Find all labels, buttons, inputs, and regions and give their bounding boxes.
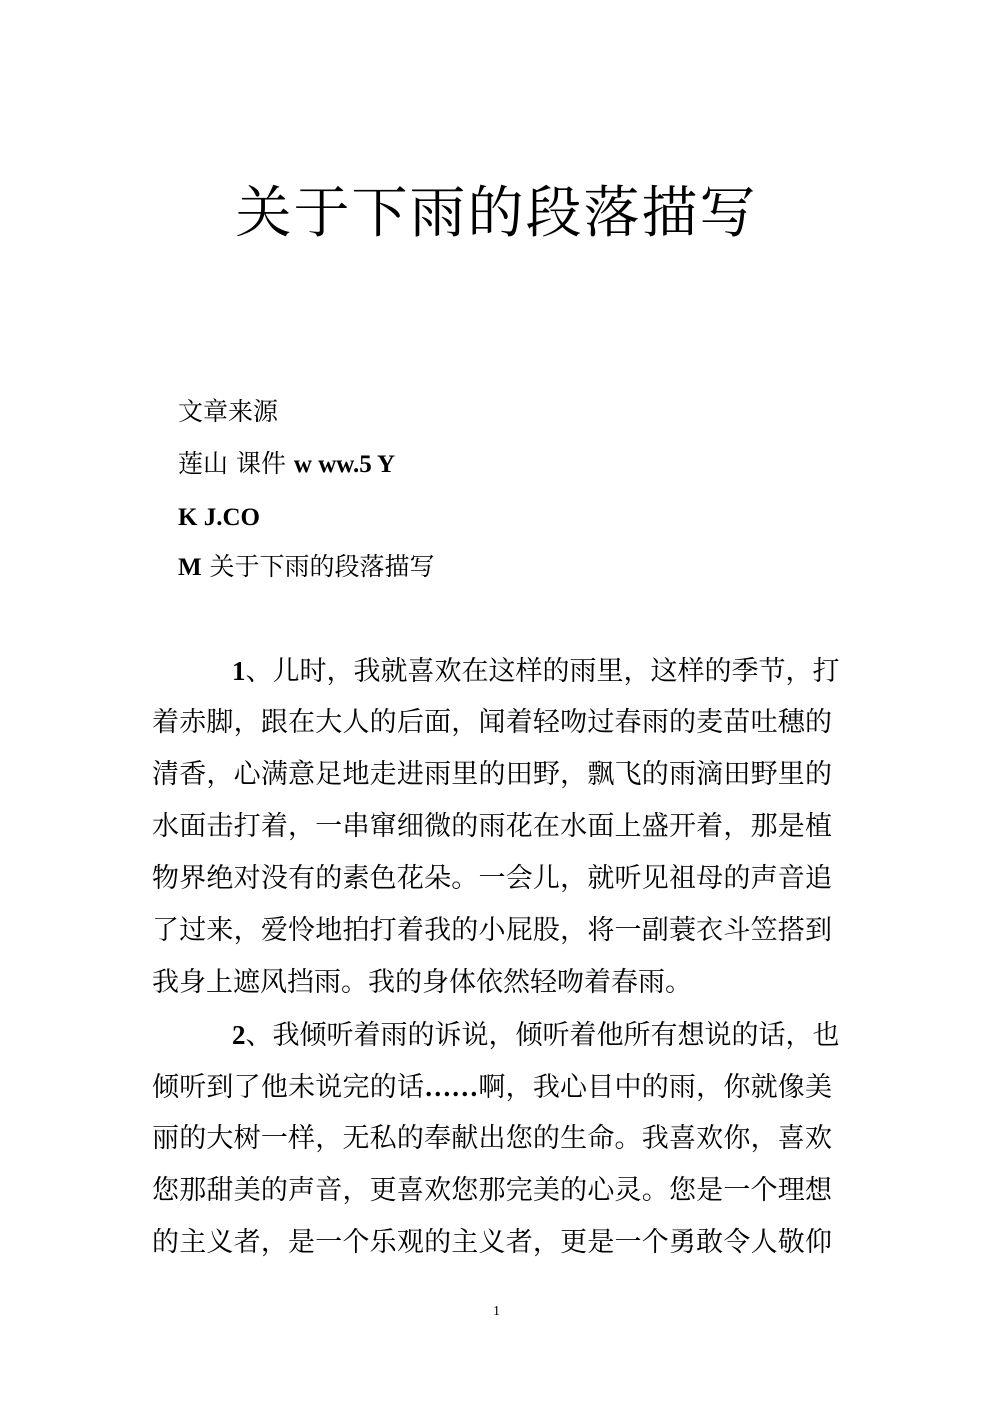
paragraph-2-line-1 (232, 1017, 840, 1054)
source-site-name: 莲山 课件 (178, 449, 294, 478)
paragraph-2-number: 2 (232, 1020, 246, 1050)
source-line-4 (178, 550, 435, 585)
source-url-part-2: K J.CO (178, 504, 260, 531)
paragraph-1-line-1 (232, 653, 840, 690)
paragraph-1-line-6: 了过来，爱怜地拍打着我的小屁股，将一副蓑衣斗笠搭到 (152, 915, 832, 946)
paragraph-2-line-2 (152, 1069, 832, 1106)
source-line-2 (178, 447, 395, 482)
paragraph-1-line-3: 清香，心满意足地走进雨里的田野，飘飞的雨滴田野里的 (152, 759, 832, 790)
page-number: 1 (493, 1304, 500, 1319)
source-line-3 (178, 500, 260, 535)
source-url-part-1: w ww.5 Y (293, 451, 396, 478)
paragraph-1-line-2: 着赤脚，跟在大人的后面，闻着轻吻过春雨的麦苗吐穗的 (152, 707, 832, 738)
source-label: 文章来源 (178, 397, 279, 426)
paragraph-1-text: 、儿时，我就喜欢在这样的雨里，这样的季节，打 (245, 656, 840, 687)
paragraph-1-number: 1 (232, 656, 246, 686)
paragraph-2-text: 、我倾听着雨的诉说，倾听着他所有想说的话，也 (245, 1020, 840, 1051)
paragraph-2-line-2-part-1: 倾听到了他未说完的话 (152, 1072, 425, 1103)
paragraph-2-line-3: 丽的大树一样，无私的奉献出您的生命。我喜欢你，喜欢 (152, 1123, 832, 1154)
paragraph-1-line-5: 物界绝对没有的素色花朵。一会儿，就听见祖母的声音追 (152, 863, 832, 894)
paragraph-1-line-4: 水面击打着，一串窜细微的雨花在水面上盛开着，那是植 (152, 811, 832, 842)
page-title: 关于下雨的段落描写 (235, 181, 758, 246)
paragraph-2-ellipsis: …… (424, 1072, 479, 1102)
source-article-title: 关于下雨的段落描写 (201, 552, 435, 581)
paragraph-2-line-4: 您那甜美的声音，更喜欢您那完美的心灵。您是一个理想 (152, 1175, 832, 1206)
paragraph-2-line-2-part-2: 啊，我心目中的雨，你就像美 (478, 1072, 833, 1103)
paragraph-1-line-7: 我身上遮风挡雨。我的身体依然轻吻着春雨。 (152, 967, 692, 998)
source-url-part-3: M (178, 554, 202, 581)
paragraph-2-line-5: 的主义者，是一个乐观的主义者，更是一个勇敢令人敬仰 (152, 1227, 832, 1258)
